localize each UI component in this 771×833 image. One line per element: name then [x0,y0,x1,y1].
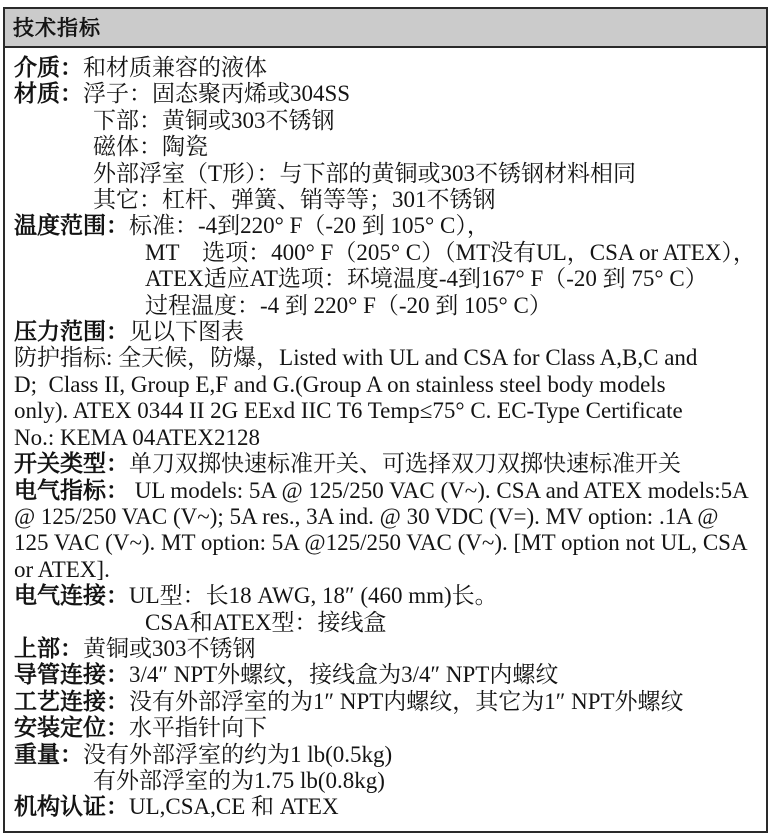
spec-line-electrical [14,478,760,504]
spec-line-material-lower [14,108,760,134]
spec-line-temperature-process [14,293,760,319]
spec-text: ATEX适应AT选项：环境温度-4到167° F（-20 到 75° C） [145,266,708,292]
spec-text: 全天候，防爆，Listed with UL and CSA for Class A,B,C and [118,345,698,371]
title-bar [5,9,766,48]
spec-text: 见以下图表 [129,319,244,345]
spec-line-material-magnet [14,134,760,160]
spec-line-media [14,55,760,81]
spec-line-material [14,81,760,107]
spec-text: 浮子：固态聚丙烯或304SS [83,81,351,107]
spec-text: UL models: 5A @ 125/250 VAC (V~). CSA and ATEX models:5A [129,477,749,503]
spec-text: 和材质兼容的液体 [83,55,267,80]
spec-label: 温度范围： [14,213,129,239]
spec-line-process-connection [14,689,760,715]
spec-line-upper [14,636,760,662]
spec-line-temperature-atex [14,266,760,292]
spec-text: 其它：杠杆、弹簧、销等等；301不锈钢 [93,187,496,213]
spec-line-switch-type [14,451,760,477]
spec-label: 压力范围： [14,319,129,345]
spec-line-electrical-cont [14,504,760,530]
spec-text: UL,CSA,CE 和 ATEX [129,794,339,820]
spec-line-electrical-cont [14,557,760,583]
spec-label: 防护指标: [14,345,119,371]
spec-text: 下部：黄铜或303不锈钢 [93,107,335,133]
spec-text: 磁体：陶瓷 [93,134,208,160]
spec-text: 水平指针向下 [129,715,267,741]
spec-text: 125 VAC (V~). MT option: 5A @125/250 VAC (V~). [MT option not UL, CSA [14,530,748,556]
spec-line-pressure [14,319,760,345]
spec-text: 没有外部浮室的约为1 lb(0.5kg) [83,741,393,767]
spec-label: 上部： [14,635,83,661]
spec-line-protection-cont [14,372,760,398]
spec-label: 导管连接： [14,662,129,688]
spec-line-weight-cont [14,768,760,794]
page-title: 技术指标 [13,16,101,40]
spec-line-mounting [14,715,760,741]
spec-text: 外部浮室（T形）：与下部的黄铜或303不锈钢材料相同 [93,160,637,186]
spec-label: 重量： [14,741,83,767]
spec-line-temperature [14,213,760,239]
spec-label: 材质： [14,81,83,107]
spec-line-temperature-mt [14,240,760,266]
spec-line-weight [14,742,760,768]
spec-line-elec-connection [14,583,760,609]
spec-label: 安装定位： [14,715,129,741]
spec-text: 过程温度：-4 到 220° F（-20 到 105° C） [145,292,552,318]
spec-line-protection-cont [14,425,760,451]
spec-text: only). ATEX 0344 II 2G EExd IIC T6 Temp≤75° C. EC-Type Certificate [14,398,683,424]
spec-text: 标准：-4到220° F（-20 到 105° C）， [129,213,490,239]
spec-line-protection [14,345,760,371]
spec-text: CSA和ATEX型：接线盒 [145,609,387,635]
spec-text: No.: KEMA 04ATEX2128 [14,424,260,450]
spec-label: 介质： [14,55,83,80]
spec-text: 黄铜或303不锈钢 [83,635,256,661]
spec-line-electrical-cont [14,530,760,556]
spec-label: 电气指标： [14,477,129,503]
spec-text: D; Class II, Group E,F and G.(Group A on stainless steel body models [14,371,666,397]
spec-label: 工艺连接： [14,688,129,714]
spec-text: MT 选项：400° F（205° C）（MT没有UL，CSA or ATEX）， [145,239,756,265]
spec-sheet-panel [3,7,768,833]
spec-line-protection-cont [14,398,760,424]
spec-line-elec-connection-csa [14,610,760,636]
spec-text: or ATEX]. [14,556,110,582]
spec-text: UL型：长18 AWG, 18″ (460 mm)长。 [129,583,498,609]
spec-text: @ 125/250 VAC (V~); 5A res., 3A ind. @ 30 VDC (V=). MV option: .1A @ [14,503,719,529]
spec-text: 有外部浮室的为1.75 lb(0.8kg) [93,767,385,793]
spec-text: 3/4″ NPT外螺纹，接线盒为3/4″ NPT内螺纹 [129,662,559,688]
spec-label: 电气连接： [14,583,129,609]
spec-label: 开关类型： [14,451,129,477]
spec-line-approvals [14,794,760,820]
spec-line-material-chamber [14,161,760,187]
spec-line-conduit [14,662,760,688]
spec-line-material-other [14,187,760,213]
spec-text: 单刀双掷快速标准开关、可选择双刀双掷快速标准开关 [129,451,681,477]
spec-text: 没有外部浮室的为1″ NPT内螺纹，其它为1″ NPT外螺纹 [129,688,684,714]
spec-label: 机构认证： [14,794,129,820]
spec-body [5,48,766,831]
